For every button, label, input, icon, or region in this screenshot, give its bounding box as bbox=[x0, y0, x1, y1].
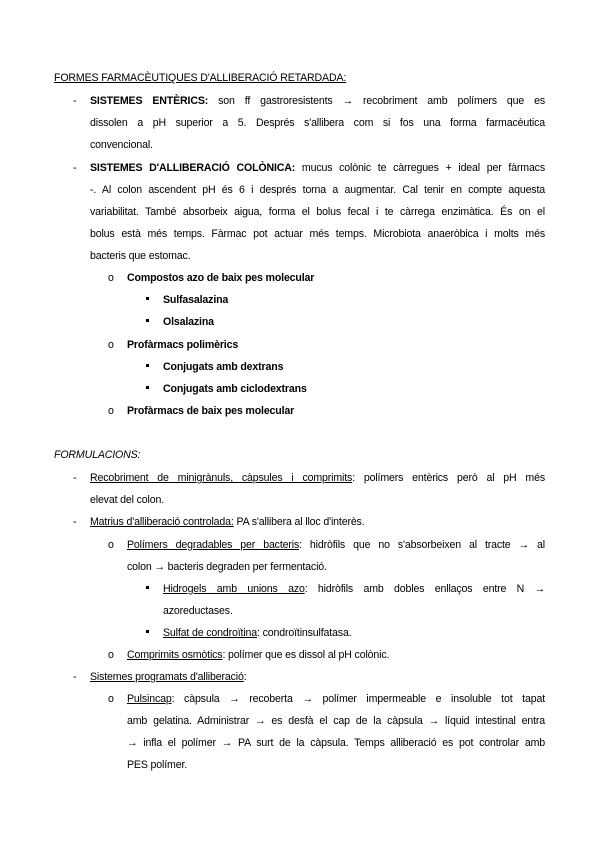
circle-bullet: o bbox=[108, 405, 114, 417]
circle-bullet: o bbox=[108, 272, 114, 284]
circle-bullet: o bbox=[108, 339, 114, 351]
matrix-line bbox=[90, 515, 365, 529]
programmed-line bbox=[90, 670, 247, 684]
hydrogels-line-2: azoreductases. bbox=[163, 605, 233, 617]
degradable-text: : hidròfils que no s'absorbeixen al tracte → al bbox=[299, 539, 545, 551]
circle-bullet: o bbox=[108, 693, 114, 705]
polymeric-prodrugs-item: Profàrmacs polimèrics bbox=[127, 339, 239, 351]
osmotic-text: : polímer que es dissol al pH colònic. bbox=[222, 649, 390, 661]
chondroitin-line bbox=[163, 626, 352, 640]
olsalazine-item: Olsalazina bbox=[163, 316, 214, 328]
colonic-title: SISTEMES D'ALLIBERACIÓ COLÒNICA: bbox=[90, 162, 296, 174]
coating-line-1 bbox=[90, 471, 545, 485]
degradable-term: Polímers degradables per bacteris bbox=[127, 539, 300, 551]
dash-bullet: - bbox=[73, 516, 77, 528]
enteric-text: son ff gastroresistents → recobriment amb polímers que es bbox=[218, 95, 546, 107]
chondroitin-term: Sulfat de condroïtina bbox=[163, 627, 258, 639]
hydrogels-term: Hidrogels amb unions azo bbox=[163, 583, 305, 595]
pulsincap-line-3: → infla el polímer → PA surt de la càpsula. Temps alliberació es pot controlar amb bbox=[127, 737, 545, 749]
section-heading-formulations: FORMULACIONS: bbox=[54, 449, 141, 461]
enteric-title: SISTEMES ENTÈRICS: bbox=[90, 95, 209, 107]
osmotic-term: Comprimits osmòtics bbox=[127, 649, 223, 661]
degradable-line-2: colon → bacteris degraden per fermentació. bbox=[127, 561, 327, 573]
cyclodextrin-conjugates-item: Conjugats amb ciclodextrans bbox=[163, 383, 307, 395]
colonic-line-2: -. Al colon ascendent pH és 6 i després torna a augmentar. Cal tenir en compte aquesta bbox=[90, 184, 545, 196]
azo-compounds-item: Compostos azo de baix pes molecular bbox=[127, 272, 315, 284]
hydrogels-text: : hidròfils amb dobles enllaços entre N → bbox=[304, 583, 545, 595]
coating-line-2: elevat del colon. bbox=[90, 494, 165, 506]
pulsincap-line-1 bbox=[127, 692, 545, 706]
square-bullet-icon bbox=[146, 297, 149, 300]
section-heading-delayed-release: FORMES FARMACÈUTIQUES D'ALLIBERACIÓ RETARDADA: bbox=[54, 72, 347, 84]
circle-bullet: o bbox=[108, 649, 114, 661]
pulsincap-term: Pulsincap bbox=[127, 693, 172, 705]
hydrogels-line-1 bbox=[163, 582, 545, 596]
dextran-conjugates-item: Conjugats amb dextrans bbox=[163, 361, 284, 373]
pulsincap-line-2: amb gelatina. Administrar → es desfà el cap de la càpsula → líquid intestinal entra bbox=[127, 715, 545, 727]
pulsincap-text: : càpsula → recoberta → polímer impermeable e insoluble tot tapat bbox=[171, 693, 545, 705]
colonic-line-1 bbox=[90, 161, 545, 175]
programmed-term: Sistemes programats d'alliberació bbox=[90, 671, 244, 683]
enteric-line-1 bbox=[90, 94, 545, 108]
dash-bullet: - bbox=[73, 671, 77, 683]
osmotic-line bbox=[127, 648, 389, 662]
matrix-term: Matrius d'alliberació controlada: bbox=[90, 516, 234, 528]
square-bullet-icon bbox=[146, 630, 149, 633]
square-bullet-icon bbox=[146, 364, 149, 367]
pulsincap-line-4: PES polímer. bbox=[127, 759, 188, 771]
coating-text: : polímers entèrics però al pH més bbox=[352, 472, 545, 484]
dash-bullet: - bbox=[73, 162, 77, 174]
colonic-text: mucus colònic te càrregues + ideal per fàrmacs bbox=[301, 162, 545, 174]
dash-bullet: - bbox=[73, 472, 77, 484]
low-mw-prodrugs-item: Profàrmacs de baix pes molecular bbox=[127, 405, 295, 417]
circle-bullet: o bbox=[108, 539, 114, 551]
square-bullet-icon bbox=[146, 319, 149, 322]
colonic-line-5: bacteris que estomac. bbox=[90, 250, 191, 262]
enteric-line-2: dissolen a pH superior a 5. Després s'allibera com si fos una forma farmacèutica bbox=[90, 117, 545, 129]
square-bullet-icon bbox=[146, 586, 149, 589]
degradable-line-1 bbox=[127, 538, 545, 552]
chondroitin-text: : condroïtinsulfatasa. bbox=[257, 627, 352, 639]
square-bullet-icon bbox=[146, 386, 149, 389]
sulfasalazine-item: Sulfasalazina bbox=[163, 294, 229, 306]
matrix-text: PA s'allibera al lloc d'interès. bbox=[233, 516, 365, 528]
colonic-line-3: variabilitat. També absorbeix aigua, forma el bolus fecal i te càrrega enzimàtica. És on el bbox=[90, 206, 545, 218]
dash-bullet: - bbox=[73, 95, 77, 107]
colonic-line-4: bolus està més temps. Fàrmac pot actuar més temps. Microbiota anaeròbica i molts més bbox=[90, 228, 545, 240]
enteric-line-3: convencional. bbox=[90, 139, 153, 151]
coating-term: Recobriment de minigrànuls, càpsules i comprimits bbox=[90, 472, 353, 484]
programmed-text: : bbox=[243, 671, 247, 683]
